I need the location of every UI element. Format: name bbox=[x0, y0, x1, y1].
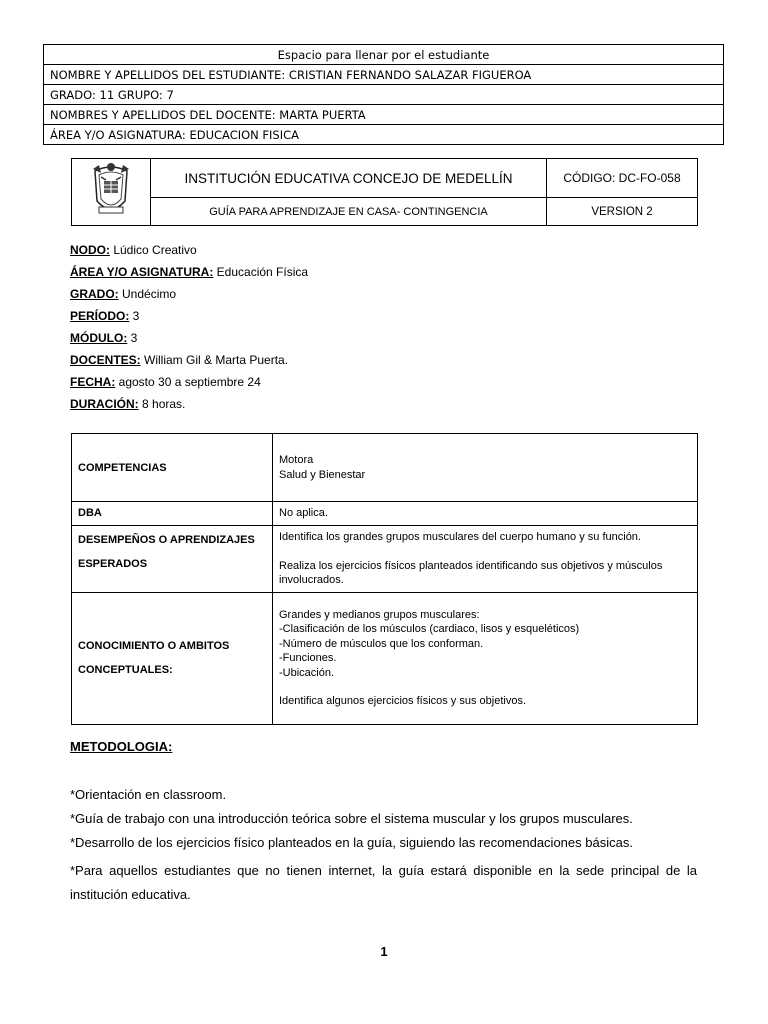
conocimiento-6: Identifica algunos ejercicios físicos y sus objetivos. bbox=[279, 695, 527, 707]
conocimiento-label-line2: CONCEPTUALES: bbox=[78, 664, 173, 676]
info-duracion bbox=[70, 397, 185, 411]
document-version: VERSION 2 bbox=[547, 198, 698, 226]
modulo-value: 3 bbox=[127, 331, 138, 345]
conocimiento-2: -Clasificación de los músculos (cardiaco, lisos y esqueléticos) bbox=[279, 623, 580, 635]
duracion-value: 8 horas. bbox=[138, 397, 186, 411]
docentes-label: DOCENTES: bbox=[70, 353, 141, 367]
logo-cell bbox=[72, 159, 151, 226]
guide-subtitle: GUÍA PARA APRENDIZAJE EN CASA- CONTINGENCIA bbox=[151, 198, 547, 226]
methodology-title: METODOLOGIA: bbox=[70, 739, 173, 754]
desempenos-label bbox=[72, 526, 273, 593]
info-docentes bbox=[70, 353, 288, 367]
competencias-value bbox=[273, 434, 698, 502]
grado-value: Undécimo bbox=[118, 287, 177, 301]
methodology-line-3: *Desarrollo de los ejercicios físico planteados en la guía, siguiendo las recomendaciones básicas. bbox=[70, 835, 633, 850]
nodo-label: NODO: bbox=[70, 243, 110, 257]
modulo-label: MÓDULO: bbox=[70, 331, 128, 345]
document-code: CÓDIGO: DC-FO-058 bbox=[547, 159, 698, 198]
area-label: ÁREA Y/O ASIGNATURA: bbox=[70, 265, 214, 279]
institution-header bbox=[71, 158, 698, 226]
grado-label: GRADO: bbox=[70, 287, 119, 301]
competencias-label: COMPETENCIAS bbox=[72, 434, 273, 502]
desempeno-2: Realiza los ejercicios físicos planteados identificando sus objetivos y músculos involucrados. bbox=[279, 559, 663, 586]
fecha-label: FECHA: bbox=[70, 375, 116, 389]
info-grado bbox=[70, 287, 176, 301]
desempenos-label-line2: ESPERADOS bbox=[78, 558, 148, 570]
conocimiento-4: -Funciones. bbox=[279, 652, 337, 664]
student-info-table bbox=[43, 44, 724, 145]
student-name: NOMBRE Y APELLIDOS DEL ESTUDIANTE: CRISTIAN FERNANDO SALAZAR FIGUEROA bbox=[44, 65, 724, 85]
coat-of-arms-icon bbox=[89, 161, 133, 219]
subject-area: ÁREA Y/O ASIGNATURA: EDUCACION FISICA bbox=[44, 125, 724, 145]
student-box-header: Espacio para llenar por el estudiante bbox=[44, 45, 724, 65]
info-modulo bbox=[70, 331, 137, 345]
docentes-value: William Gil & Marta Puerta. bbox=[140, 353, 289, 367]
periodo-value: 3 bbox=[129, 309, 140, 323]
duracion-label: DURACIÓN: bbox=[70, 397, 139, 411]
conocimiento-3: -Número de músculos que los conforman. bbox=[279, 637, 484, 650]
competencia-motora: Motora bbox=[279, 454, 314, 466]
desempenos-value bbox=[273, 526, 698, 593]
desempeno-1: Identifica los grandes grupos musculares del cuerpo humano y su función. bbox=[279, 531, 641, 543]
teacher-name: NOMBRES Y APELLIDOS DEL DOCENTE: MARTA PUERTA bbox=[44, 105, 724, 125]
page-number: 1 bbox=[380, 944, 388, 959]
student-grade: GRADO: 11 GRUPO: 7 bbox=[44, 85, 724, 105]
conocimiento-label-line1: CONOCIMIENTO O AMBITOS bbox=[78, 640, 230, 652]
competencia-salud: Salud y Bienestar bbox=[279, 468, 366, 481]
nodo-value: Lúdico Creativo bbox=[110, 243, 197, 257]
conocimiento-value bbox=[273, 592, 698, 724]
info-fecha bbox=[70, 375, 261, 389]
institution-title: INSTITUCIÓN EDUCATIVA CONCEJO DE MEDELLÍN bbox=[151, 159, 547, 198]
periodo-label: PERÍODO: bbox=[70, 309, 130, 323]
methodology-line-4: *Para aquellos estudiantes que no tienen internet, la guía estará disponible en la sede principal de la institución educativa. bbox=[70, 863, 697, 902]
info-periodo bbox=[70, 309, 139, 323]
info-nodo bbox=[70, 243, 197, 257]
dba-label: DBA bbox=[72, 502, 273, 526]
info-area bbox=[70, 265, 308, 279]
conocimiento-5: -Ubicación. bbox=[279, 666, 335, 679]
competencies-table bbox=[71, 433, 698, 725]
conocimiento-label bbox=[72, 592, 273, 724]
conocimiento-1: Grandes y medianos grupos musculares: bbox=[279, 608, 480, 621]
fecha-value: agosto 30 a septiembre 24 bbox=[115, 375, 261, 389]
desempenos-label-line1: DESEMPEÑOS O APRENDIZAJES bbox=[78, 534, 255, 546]
dba-value: No aplica. bbox=[273, 502, 698, 526]
methodology-line-1: *Orientación en classroom. bbox=[70, 787, 227, 802]
area-value: Educación Física bbox=[213, 265, 309, 279]
methodology-line-2: *Guía de trabajo con una introducción teórica sobre el sistema muscular y los grupos musculares. bbox=[70, 811, 633, 826]
